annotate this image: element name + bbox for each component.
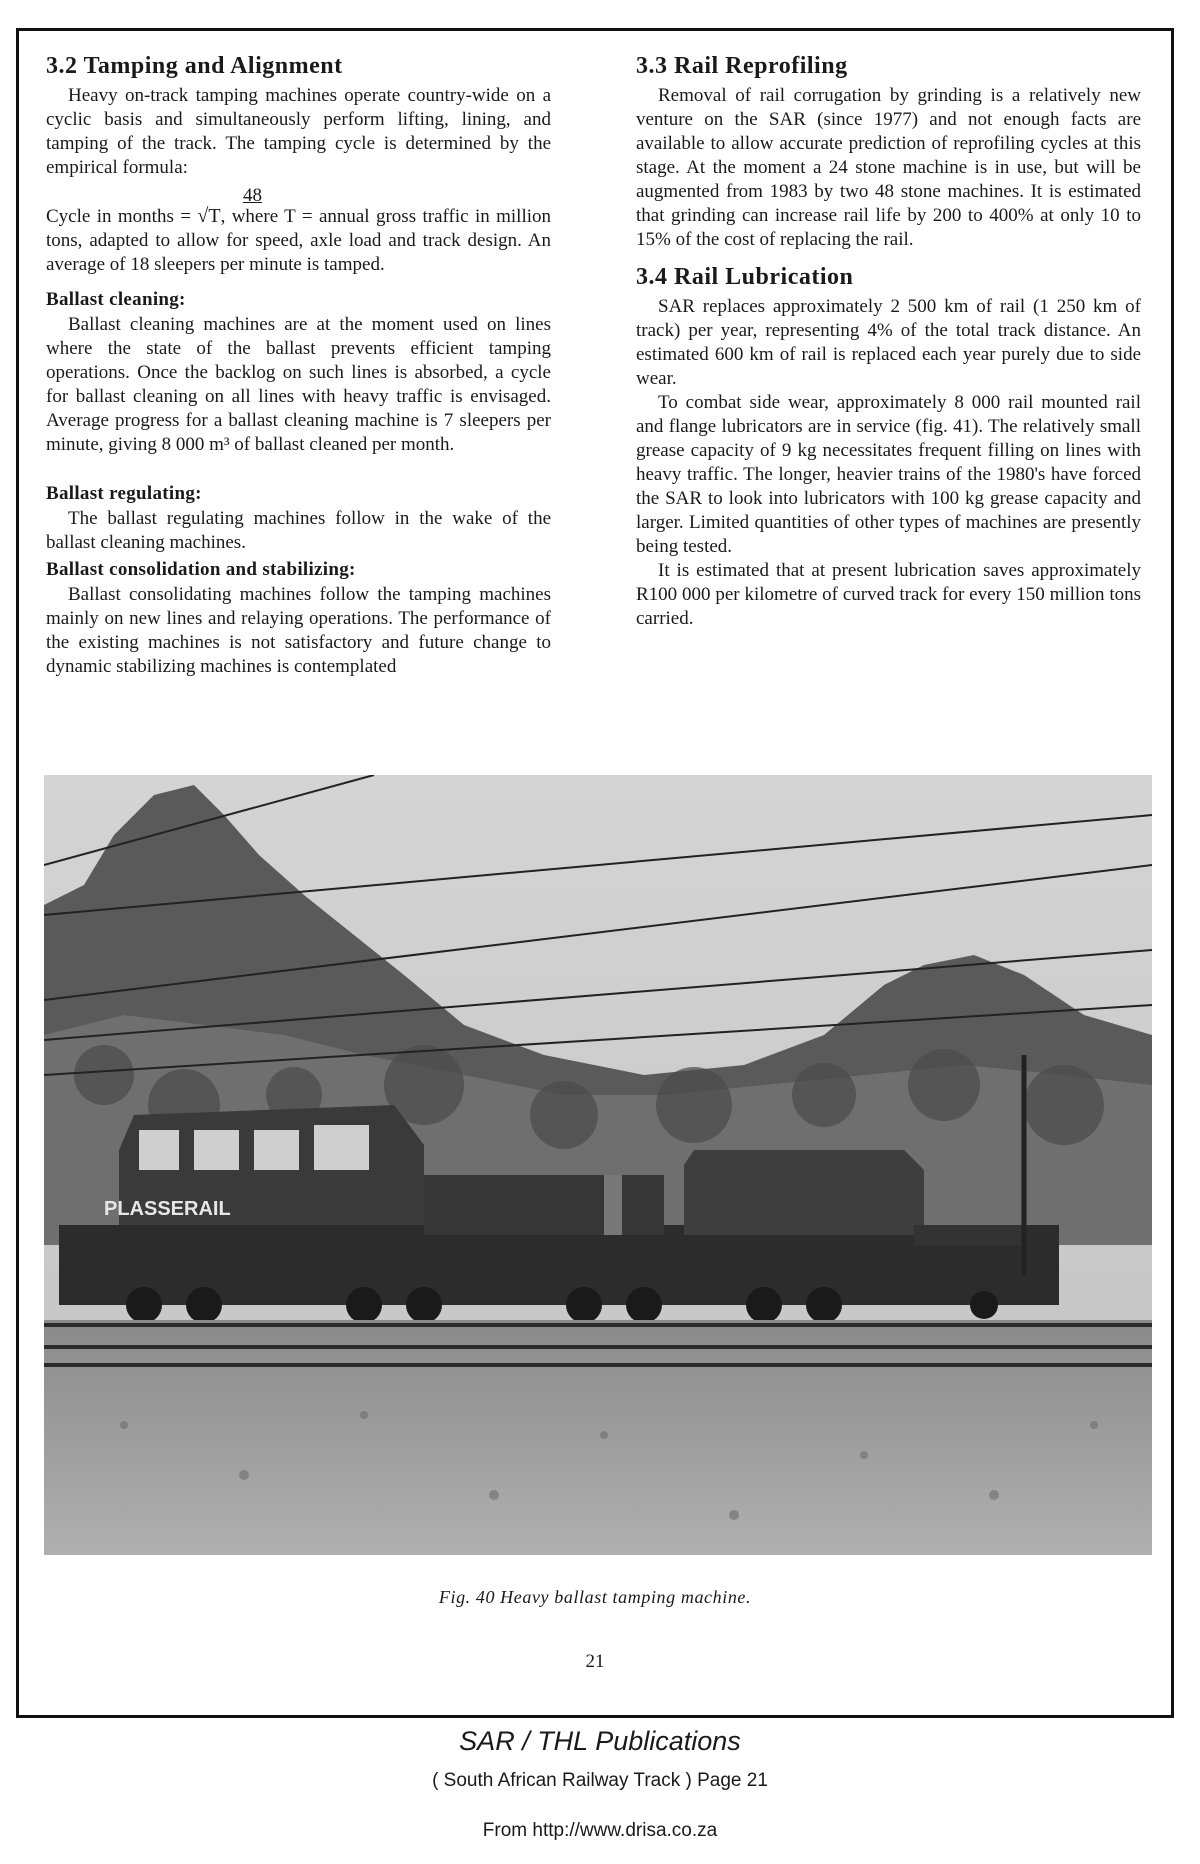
ballast-cleaning-text: Ballast cleaning machines are at the moment used on lines where the state of the ballast prevents efficient tamping operations. Once the backlog on such lines is absorbed, a cycle for ballast cleaning on all lines with heavy traffic is envisaged. Average progress for a ballast cleaning machine is 7 sleepers per minute, giving 8 000 m³ of ballast cleaned per month.	[46, 314, 551, 455]
ballast-consolidation-text: Ballast consolidating machines follow the tamping machines mainly on new lines and relaying operations. The performance of the existing machines is not satisfactory and future change to dynamic stabilizing machines is contemplated	[46, 584, 551, 677]
section-3-4-para1: SAR replaces approximately 2 500 km of rail (1 250 km of track) per year, representing 4% of the total track distance. An estimated 600 km of rail is replaced each year purely due to side wear.	[636, 296, 1141, 389]
section-3-2-intro: Heavy on-track tamping machines operate country-wide on a cyclic basis and simultaneously perform lifting, lining, and tamping of the track. The tamping cycle is determined by the empirical formula:	[46, 85, 551, 178]
formula-lhs: Cycle in months =	[46, 206, 191, 227]
left-column	[46, 53, 551, 679]
footer-source: From http://www.drisa.co.za	[482, 1820, 718, 1841]
footer-title: SAR / THL Publications	[459, 1726, 741, 1756]
ballast-regulating-text: The ballast regulating machines follow in the wake of the ballast cleaning machines.	[46, 508, 551, 553]
right-column	[636, 53, 1141, 631]
formula-numerator: 48	[243, 185, 262, 206]
machine-label: PLASSERAIL	[104, 1198, 231, 1220]
ballast-regulating-heading: Ballast regulating:	[46, 483, 202, 504]
section-3-2-heading: 3.2 Tamping and Alignment	[46, 53, 343, 79]
formula-sqrt: √T	[197, 205, 221, 227]
footer-subtitle: ( South African Railway Track ) Page 21	[432, 1770, 768, 1791]
section-3-3-heading: 3.3 Rail Reprofiling	[636, 53, 848, 79]
section-3-4-para3: It is estimated that at present lubrication saves approximately R100 000 per kilometre of curved track for every 150 million tons carried.	[636, 560, 1141, 629]
section-3-4-para2: To combat side wear, approximately 8 000 rail mounted rail and flange lubricators are in service (fig. 41). The relatively small grease capacity of 9 kg necessitates frequent filling on lines with heavy traffic. The longer, heavier trains of the 1980's have forced the SAR to look into lubricators with 100 kg grease capacity and larger. Limited quantities of other types of machines are presently being tested.	[636, 392, 1141, 557]
tamping-machine-photo	[44, 775, 1152, 1555]
section-3-3-text: Removal of rail corrugation by grinding is a relatively new venture on the SAR (since 1977) and not enough facts are available to allow accurate prediction of reprofiling cycles at this stage. At the moment a 24 stone machine is in use, but will be augmented from 1983 by two 48 stone machines. It is estimated that grinding can increase rail life by 200 to 400% at only 10 to 15% of the cost of replacing the rail.	[636, 85, 1141, 250]
figure-caption: Fig. 40 Heavy ballast tamping machine.	[438, 1587, 752, 1607]
ballast-cleaning-heading: Ballast cleaning:	[46, 289, 186, 310]
section-3-4-heading: 3.4 Rail Lubrication	[636, 264, 854, 290]
tamping-formula	[46, 185, 552, 277]
ballast-consolidation-heading: Ballast consolidation and stabilizing:	[46, 559, 356, 580]
page-frame	[16, 28, 1174, 1718]
page-number: 21	[585, 1651, 605, 1672]
formula-text: , where T = annual gross traffic in million tons, adapted to allow for speed, axle load and track design. An average of 18 sleepers per minute is tamped.	[46, 206, 552, 275]
